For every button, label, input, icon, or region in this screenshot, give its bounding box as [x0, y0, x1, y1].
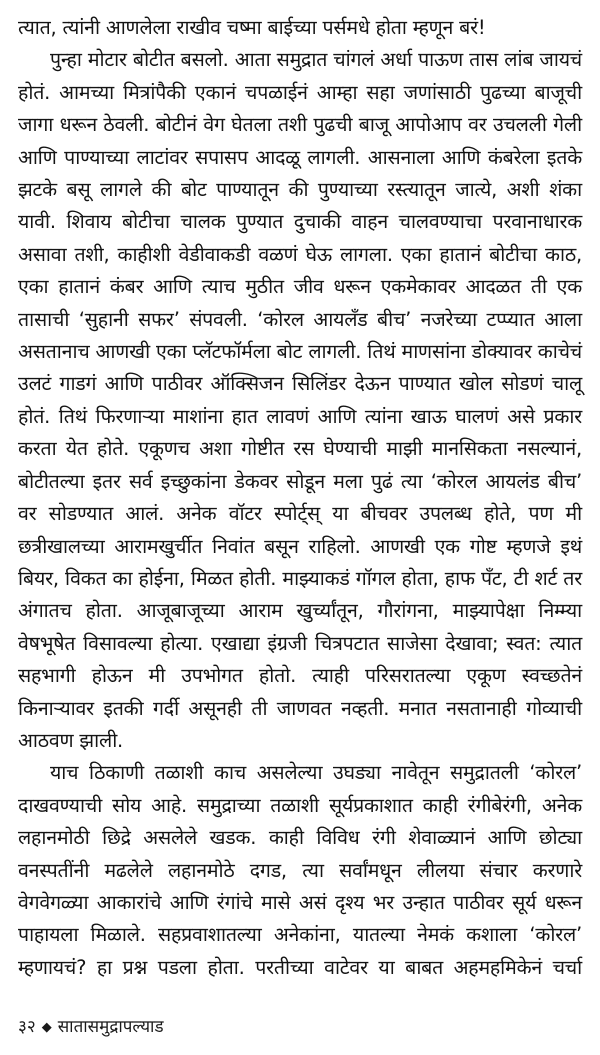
running-book-title: सातासमुद्रापल्याड [57, 1017, 164, 1037]
page-number: ३२ [18, 1017, 36, 1037]
diamond-icon: ◆ [41, 1020, 52, 1035]
paragraph-3: याच ठिकाणी तळाशी काच असलेल्या उघड्या नावेतून समुद्रातली ‘कोरल’ दाखवण्याची सोय आहे. समुद्राच्या तळाशी सूर्यप्रकाशात काही रंगीबेरंगी, अनेक लहानमोठी छिद्रे असलेले खडक. काही विविध रंगी शेवाळ्यानं आणि छोट्या वनस्पतींनी मढलेले लहानमोठे दगड, त्या सर्वांमधून लीलया संचार करणारे वेगवेगळ्या आकारांचे आणि रंगांचे मासे असं दृश्य भर उन्हात पाठीवर सूर्य धरून पाहायला मिळाले. सहप्रवाशातल्या अनेकांना, यातल्या नेमकं कशाला ‘कोरल’ म्हणायचं? हा प्रश्न पडला होता. परतीच्या वाटेवर या बाबत अहमहमिकेनं चर्चा [18, 761, 582, 979]
paragraph-2: पुन्हा मोटार बोटीत बसलो. आता समुद्रात चांगलं अर्धा पाऊण तास लांब जायचं होतं. आमच्या मित्रांपैकी एकानं चपळाईनं आम्हा सहा जणांसाठी पुढच्या बाजूची जागा धरून ठेवली. बोटीनं वेग घेतला तशी पुढची बाजू आपोआप वर उचलली गेली आणि पाण्याच्या लाटांवर सपासप आदळू लागली. आसनाला आणि कंबरेला इतके झटके बसू लागले की बोट पाण्यातून की पुण्याच्या रस्त्यातून जात्ये, अशी शंका यावी. शिवाय बोटीचा चालक पुण्यात दुचाकी वाहन चालवण्याचा परवानाधारक असावा तशी, काहीशी वेडीवाकडी वळणं घेऊ लागला. एका हातानं बोटीचा काठ, एका हातानं कंबर आणि त्याच मुठीत जीव धरून एकमेकावर आदळत ती एक तासाची ‘सुहानी सफर’ संपवली. ‘कोरल आयलँड बीच’ नजरेच्या टप्प्यात आला असतानाच आणखी एका प्लॅटफॉर्मला बोट लागली. तिथं माणसांना डोक्यावर काचेचं उलटं गाडगं आणि पाठीवर ऑक्सिजन सिलिंडर देऊन पाण्यात खोल सोडणं चालू होतं. तिथं फिरणाऱ्या माशांना हात लावणं आणि त्यांना खाऊ घालणं असे प्रकार करता येत होते. एकूणच अशा गोष्टीत रस घेण्याची माझी मानसिकता नसल्यानं, बोटीतल्या इतर सर्व इच्छुकांना डेकवर सोडून मला पुढं त्या ‘कोरल आयलंड बीच’ वर सोडण्यात आलं. अनेक वॉटर स्पोर्ट्स्‌ या बीचवर उपलब्ध होते, पण मी छत्रीखालच्या आरामखुर्चीत निवांत बसून राहिलो. आणखी एक गोष्ट म्हणजे इथं बियर, विकत का होईना, मिळत होती. माझ्याकडं गॉगल होता, हाफ पँट, टी शर्ट तर अंगातच होता. आजूबाजूच्या आराम खुर्च्यांतून, गौरांगना, माझ्यापेक्षा निम्म्या वेषभूषेत विसावल्या होत्या. एखाद्या इंग्रजी चित्रपटात साजेसा देखावा; स्वत: त्यात सहभागी होऊन मी उपभोगत होतो. त्याही परिसरातल्या एकूण स्वच्छतेनं किनाऱ्यावर इतकी गर्दी असूनही ती जाणवत नव्हती. मनात नसतानाही गोव्याची आठवण झाली. [18, 48, 582, 752]
page-body-text [18, 12, 582, 984]
page-footer [18, 1016, 164, 1039]
paragraph-1: त्यात, त्यांनी आणलेला राखीव चष्मा बाईच्या पर्समधे होता म्हणून बरं! [18, 16, 486, 39]
